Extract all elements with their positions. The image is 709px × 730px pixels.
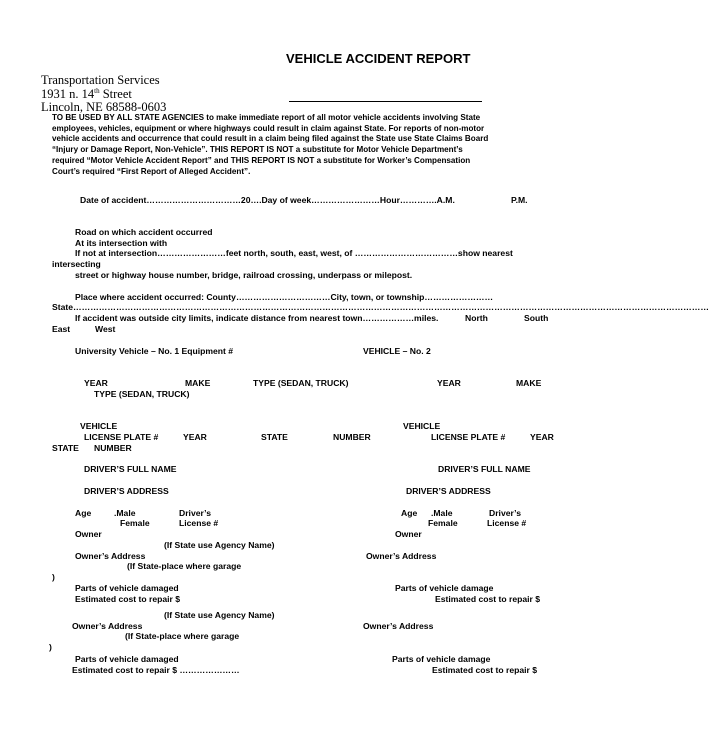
date-of-accident: Date of accident……………………………20….Day of week……………………Hour………….A.M. (80, 195, 455, 205)
type-label: TYPE (SEDAN, TRUCK) (253, 378, 349, 388)
intersecting-label: intersecting (52, 259, 101, 269)
repair-cost-label-3: Estimated cost to repair $ ………………… (72, 665, 240, 675)
vehicle-label: VEHICLE (80, 421, 118, 431)
road-line: Road on which accident occurred (75, 227, 213, 237)
parts-damaged-label-3: Parts of vehicle damaged (75, 654, 179, 664)
garage-note-2: (If State-place where garage (125, 631, 240, 641)
address-org: Transportation Services (41, 73, 160, 87)
vehicle-label-2: VEHICLE (403, 421, 441, 431)
make-label: MAKE (185, 378, 211, 388)
page-title: VEHICLE ACCIDENT REPORT (286, 51, 471, 66)
closing-paren-2: ) (49, 642, 52, 652)
year-label-2: YEAR (437, 378, 461, 388)
owners-address-label-3: Owner’s Address (72, 621, 143, 631)
north-label: North (465, 313, 488, 323)
age-label: Age (75, 508, 92, 518)
not-intersection-line: If not at intersection……………………feet north, south, east, west, of ………………………………show nearest (75, 248, 513, 258)
owner-label: Owner (75, 529, 102, 539)
make-label-2: MAKE (516, 378, 542, 388)
intro-paragraph (52, 113, 572, 177)
intro-line: employees, vehicles, equipment or where highways could result in claim against State. For reports of non-motor (52, 123, 485, 133)
closing-paren: ) (52, 572, 55, 582)
owners-address-label: Owner’s Address (75, 551, 146, 561)
parts-damaged-label: Parts of vehicle damaged (75, 583, 179, 593)
intersection-line: At its intersection with (75, 238, 168, 248)
repair-cost-label-4: Estimated cost to repair $ (432, 665, 538, 675)
south-label: South (524, 313, 549, 323)
street-line: street or highway house number, bridge, railroad crossing, underpass or milepost. (75, 270, 413, 280)
male-label: .Male (114, 508, 136, 518)
repair-cost-label: Estimated cost to repair $ (75, 594, 181, 604)
age-label-2: Age (401, 508, 418, 518)
intro-line: vehicle accidents and occurrence that could result in a claim being filed against the State use State Claims Board (52, 134, 489, 144)
year-label: YEAR (84, 378, 108, 388)
owners-address-label-2: Owner’s Address (366, 551, 437, 561)
female-label: Female (120, 518, 150, 528)
type-label-2: TYPE (SEDAN, TRUCK) (94, 389, 190, 399)
vehicle-2-heading: VEHICLE – No. 2 (363, 346, 431, 356)
license-label-2: License # (487, 518, 527, 528)
drivers-label: Driver’s (179, 508, 212, 518)
female-label-2: Female (428, 518, 458, 528)
intro-line: “Injury or Damage Report, Non-Vehicle”. THIS REPORT IS NOT a substitute for Motor Vehicle Department’s (52, 145, 463, 155)
male-label-2: .Male (431, 508, 453, 518)
parts-damaged-label-4: Parts of vehicle damage (392, 654, 491, 664)
parts-damaged-label-2: Parts of vehicle damage (395, 583, 494, 593)
address-city: Lincoln, NE 68588-0603 (41, 100, 167, 114)
intro-line: required “Motor Vehicle Accident Report” and THIS REPORT IS NOT a substitute for Worker’s Compensation (52, 155, 471, 165)
repair-cost-label-2: Estimated cost to repair $ (435, 594, 541, 604)
agency-note-2: (If State use Agency Name) (164, 610, 275, 620)
agency-note: (If State use Agency Name) (164, 540, 275, 550)
driver-name-label-2: DRIVER’S FULL NAME (438, 464, 531, 474)
plate-number-label: NUMBER (333, 432, 371, 442)
garage-note: (If State-place where garage (127, 561, 242, 571)
plate-year-label: YEAR (183, 432, 207, 442)
address-street: 1931 n. 14th Street (41, 87, 132, 102)
intro-line: Court’s required “First Report of Alleged Accident”. (52, 166, 251, 176)
plate-year-label-2: YEAR (530, 432, 554, 442)
state-line: State…………………………………………………………………………………………………………………………………………………………………………………………………… (52, 302, 709, 312)
driver-address-label-2: DRIVER’S ADDRESS (406, 486, 491, 496)
license-plate-label: LICENSE PLATE # (84, 432, 159, 442)
outside-city-line: If accident was outside city limits, indicate distance from nearest town………………miles. (75, 313, 439, 323)
driver-address-label: DRIVER’S ADDRESS (84, 486, 169, 496)
west-label: West (95, 324, 116, 334)
license-label: License # (179, 518, 219, 528)
driver-name-label: DRIVER’S FULL NAME (84, 464, 177, 474)
intro-line: TO BE USED BY ALL STATE AGENCIES to make immediate report of all motor vehicle accidents involving State (52, 113, 481, 122)
owners-address-label-4: Owner’s Address (363, 621, 434, 631)
plate-state-label-2: STATE (52, 443, 79, 453)
license-plate-label-2: LICENSE PLATE # (431, 432, 506, 442)
drivers-label-2: Driver’s (489, 508, 522, 518)
vehicle-1-heading: University Vehicle – No. 1 Equipment # (75, 346, 234, 356)
plate-number-label-2: NUMBER (94, 443, 132, 453)
title-signature-line (289, 101, 482, 102)
place-line: Place where accident occurred: County……………………………City, town, or township…………………… (75, 292, 494, 302)
plate-state-label: STATE (261, 432, 288, 442)
owner-label-2: Owner (395, 529, 422, 539)
pm-label: P.M. (511, 195, 528, 205)
east-label: East (52, 324, 71, 334)
